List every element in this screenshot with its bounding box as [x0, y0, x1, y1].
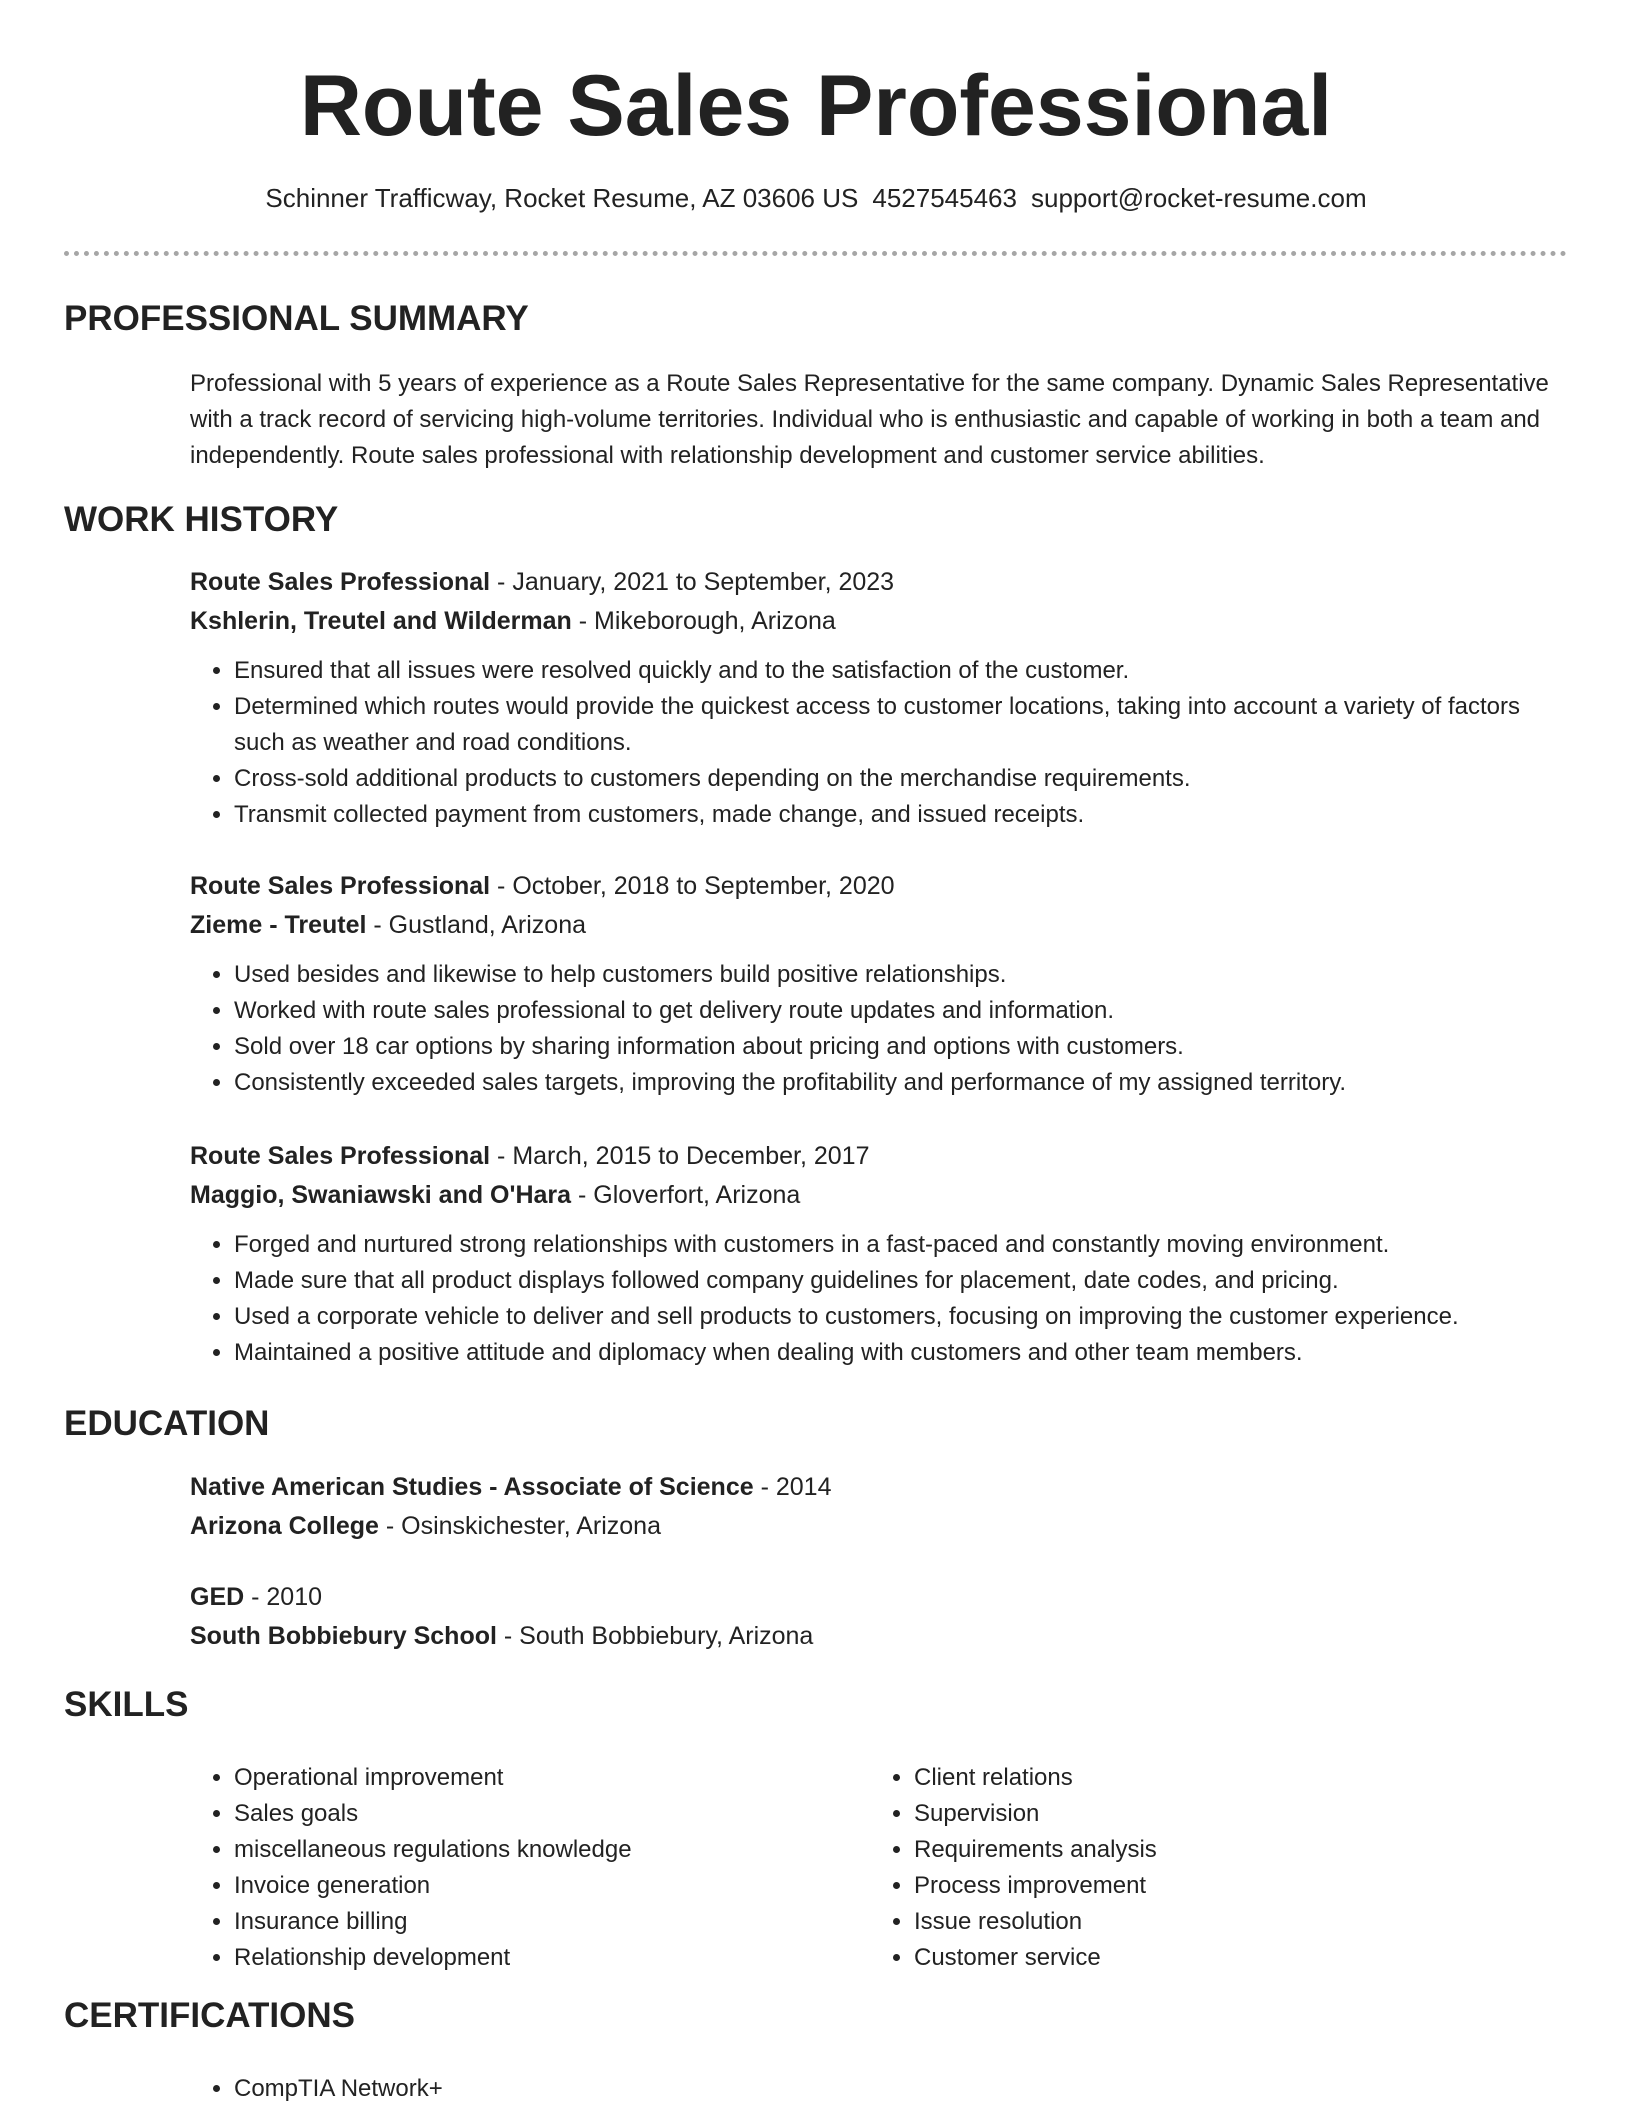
header-divider [64, 251, 1567, 256]
certifications-list [190, 2071, 1570, 2107]
job-duties [190, 653, 1570, 833]
skill-item: • Relationship development [234, 1940, 870, 1976]
job-title-line [190, 867, 1570, 906]
skill-item: • Issue resolution [914, 1904, 1550, 1940]
certification-item: • CompTIA Network+ [234, 2071, 1570, 2107]
work-entry [190, 1137, 1570, 1371]
employer-name: Zieme - Treutel [190, 911, 367, 939]
school-location: - Osinskichester, Arizona [378, 1512, 661, 1540]
job-duty: • Maintained a positive attitude and diplomacy when dealing with customers and other team members. [234, 1335, 1570, 1371]
work-history-heading: WORK HISTORY [64, 500, 339, 539]
job-duty: • Cross-sold additional products to customers depending on the merchandise requirements. [234, 761, 1570, 797]
degree-line [190, 1468, 1570, 1507]
employer-location: - Gustland, Arizona [366, 911, 587, 939]
contact-email: support@rocket-resume.com [1030, 183, 1367, 213]
skill-item: • Customer service [914, 1940, 1550, 1976]
school-line [190, 1617, 1570, 1656]
job-duty: • Worked with route sales professional to get delivery route updates and information. [234, 993, 1570, 1029]
job-title: Route Sales Professional [190, 568, 491, 596]
job-duty: • Transmit collected payment from customers, made change, and issued receipts. [234, 797, 1570, 833]
job-duty: • Consistently exceeded sales targets, improving the profitability and performance of my assigned territory. [234, 1065, 1570, 1101]
job-duties [190, 1227, 1570, 1371]
school-name: South Bobbiebury School [190, 1622, 497, 1650]
degree-year: - 2010 [244, 1583, 323, 1611]
skills-heading: SKILLS [64, 1685, 189, 1724]
skills-right-list [870, 1760, 1550, 1976]
degree-year: - 2014 [753, 1473, 832, 1501]
employer-line [190, 906, 1570, 945]
degree-name: GED [190, 1583, 245, 1611]
contact-address: Schinner Trafficway, Rocket Resume, AZ 03606 US [265, 183, 859, 213]
employer-line [190, 1176, 1570, 1215]
work-entry [190, 563, 1570, 833]
skill-item: • Insurance billing [234, 1904, 870, 1940]
education-entry [190, 1468, 1570, 1546]
employer-line [190, 602, 1570, 641]
summary-heading: PROFESSIONAL SUMMARY [64, 299, 529, 338]
job-duty: • Determined which routes would provide the quickest access to customer locations, taking into account a variety of factors such as weather and road conditions. [234, 689, 1570, 761]
skill-item: • Operational improvement [234, 1760, 870, 1796]
summary-text: Professional with 5 years of experience as a Route Sales Representative for the same company. Dynamic Sales Representative with a track record of servicing high-volume territories. Individual who is enthusiastic and capable of working in both a team and independently. Route sales professional with relationship development and customer service abilities. [190, 370, 1549, 469]
skills-column-left [190, 1760, 870, 1976]
school-location: - South Bobbiebury, Arizona [496, 1622, 814, 1650]
employer-name: Kshlerin, Treutel and Wilderman [190, 607, 572, 635]
education-heading: EDUCATION [64, 1404, 270, 1443]
job-duty: • Used a corporate vehicle to deliver and sell products to customers, focusing on improving the customer experience. [234, 1299, 1570, 1335]
skill-item: • miscellaneous regulations knowledge [234, 1832, 870, 1868]
skills-column-right [870, 1760, 1550, 1976]
job-duty: • Ensured that all issues were resolved quickly and to the satisfaction of the customer. [234, 653, 1570, 689]
job-dates: - October, 2018 to September, 2020 [490, 872, 895, 900]
school-name: Arizona College [190, 1512, 379, 1540]
job-duty: • Used besides and likewise to help customers build positive relationships. [234, 957, 1570, 993]
degree-name: Native American Studies - Associate of Science [190, 1473, 754, 1501]
certifications-heading: CERTIFICATIONS [64, 1996, 356, 2035]
job-dates: - January, 2021 to September, 2023 [490, 568, 895, 596]
education-entry [190, 1578, 1570, 1656]
contact-phone: 4527545463 [872, 183, 1017, 213]
employer-location: - Mikeborough, Arizona [571, 607, 836, 635]
job-title: Route Sales Professional [190, 872, 491, 900]
school-line [190, 1507, 1570, 1546]
employer-location: - Gloverfort, Arizona [571, 1181, 801, 1209]
skill-item: • Supervision [914, 1796, 1550, 1832]
job-duty: • Sold over 18 car options by sharing information about pricing and options with customers. [234, 1029, 1570, 1065]
candidate-name: Route Sales Professional [299, 58, 1333, 154]
skill-item: • Invoice generation [234, 1868, 870, 1904]
certifications-items [190, 2071, 1570, 2107]
job-dates: - March, 2015 to December, 2017 [490, 1142, 870, 1170]
job-duty: • Forged and nurtured strong relationships with customers in a fast-paced and constantly moving environment. [234, 1227, 1570, 1263]
job-duties [190, 957, 1570, 1101]
job-duty: • Made sure that all product displays followed company guidelines for placement, date codes, and pricing. [234, 1263, 1570, 1299]
skills-left-list [190, 1760, 870, 1976]
contact-line [0, 181, 1632, 215]
skill-item: • Requirements analysis [914, 1832, 1550, 1868]
job-title-line [190, 1137, 1570, 1176]
degree-line [190, 1578, 1570, 1617]
skill-item: • Process improvement [914, 1868, 1550, 1904]
skills-list [190, 1760, 1570, 1976]
skill-item: • Client relations [914, 1760, 1550, 1796]
skill-item: • Sales goals [234, 1796, 870, 1832]
job-title: Route Sales Professional [190, 1142, 491, 1170]
employer-name: Maggio, Swaniawski and O'Hara [190, 1181, 572, 1209]
work-entry [190, 867, 1570, 1101]
job-title-line [190, 563, 1570, 602]
